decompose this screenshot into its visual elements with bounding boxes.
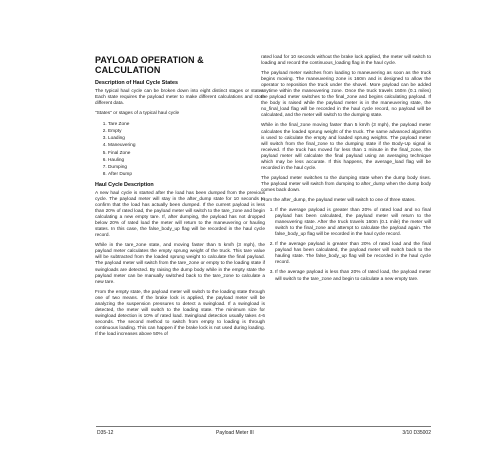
paragraph: "States" or stages of a typical haul cycle — [95, 111, 180, 117]
paragraph: The payload meter switches to the dumping state when the dump body rises. The payload meter will switch from dumping to after_dump when the dump body comes back down. — [261, 175, 431, 193]
right-column — [261, 55, 431, 287]
page-footer — [96, 426, 431, 437]
footer-manual-title: Payload Meter III — [216, 430, 254, 436]
list-item: 1. If the average payload is greater than 20% of rated load and no final payload has been calculated, the payload meter will return to the maneuvering state. After the truck travels 160m (0.1 mile) the meter will switch to the final_zone and attempt to calculate the payload again. The false_body_up flag will be recorded in the haul cycle record. — [275, 208, 431, 238]
list-item: 4. Maneuvering — [108, 142, 265, 149]
footer-revision: 3/10 D35002 — [402, 430, 431, 436]
states-list — [95, 121, 265, 178]
list-item: 2. Empty — [108, 128, 265, 135]
section-heading-haul-cycle-states: Description of Haul Cycle States — [95, 80, 178, 86]
list-item: 3. If the average payload is less than 20% of rated load, the payload meter will switch to the tare_zone and begin to calculate a new empty tare. — [275, 270, 431, 282]
paragraph: A new haul cycle is started after the load has been dumped from the previous cycle. The payload meter will stay in the after_dump state for 10 seconds to confirm that the load has actually been dumped. If the current payload is less than 20% of rated load, the payload meter will switch to the tare_zone and begin calculating a new empty tare. If, after dumping, the payload has not dropped below 20% of rated load the meter will return to the maneuvering or hauling states. In this case, the false_body_up flag will be recorded in the haul cycle record. — [95, 190, 265, 239]
list-item: 7. Dumping — [108, 164, 265, 171]
paragraph: From the empty state, the payload meter will switch to the loading state through one of two means. If the brake lock is applied, the payload meter will be analyzing the suspension pressures to detect a swingload. If a swingload is detected, the meter will switch to the loading state. The minimum size for swingload detection is 10% of rated load. Swingload detection usually takes 4-6 seconds. The second method to switch from empty to loading is through continuous loading. This can happen if the brake lock is not used during loading. If the load increases above 50% of — [95, 289, 265, 337]
paragraph: While in the tare_zone state, and moving faster than 5 km/h (3 mph), the payload meter calculates the empty sprung weight of the truck. This tare value will be subtracted from the loaded sprung weight to calculate the final payload. The payload meter will switch from the tare_zone or empty to the loading state if swingloads are detected. By raising the dump body while in the empty state the payload meter can be manually switched back to the tare_zone to calculate a new tare. — [95, 243, 265, 285]
list-item: 1. Tare Zone — [108, 121, 265, 128]
paragraph: From the after_dump, the payload meter will switch to one of three states. — [261, 197, 416, 203]
list-item: 8. After Dump — [108, 171, 265, 178]
paragraph: rated load for 10 seconds without the brake lock applied, the meter will switch to loading and record the continuous_loading flag in the haul cycle. — [261, 55, 431, 67]
footer-page-number: D35-12 — [97, 430, 114, 436]
after-dump-conditions-list — [261, 208, 431, 283]
paragraph: The payload meter switches from loading to maneuvering as soon as the truck begins moving. The maneuvering zone is 160m and is designed to allow the operator to reposition the truck under the shovel. More payload can be added anytime within the maneuvering zone. Once the truck travels 160m (0.1 miles) the payload meter switches to the final_zone and begins calculating payload. If the body is raised while the payload meter is in the maneuvering state, the no_final_load flag will be recorded in the haul cycle record, no payload will be calculated, and the meter will switch to the dumping state. — [261, 71, 431, 119]
list-item: 3. Loading — [108, 135, 265, 142]
page-title: PAYLOAD OPERATION & CALCULATION — [95, 55, 204, 75]
list-item: 5. Final Zone — [108, 150, 265, 157]
paragraph: While in the final_zone moving faster than 5 km/h (3 mph), the payload meter calculates the loaded sprung weight of the truck. The same advanced algorithm is used to calculate the empty and loaded sprung weights. The payload meter will switch from the final_zone to the dumping state if the Body-Up signal is received. If the truck has moved for less than 1 minute in the final_zone, the payload meter will calculate the final payload using an averaging technique which may be less accurate. If this happens, the average_load flag will be recorded in the haul cycle. — [261, 123, 431, 171]
list-item: 6. Hauling — [108, 157, 265, 164]
list-item: 2. If the average payload is greater than 20% of rated load and the final payload has been calculated, the payload meter will switch back to the hauling state. The false_body_up flag will be recorded in the haul cycle record. — [275, 242, 431, 266]
paragraph: The typical haul cycle can be broken down into eight distinct stages or states. Each state requires the payload meter to make different calculations and store different data. — [95, 89, 265, 107]
section-heading-haul-cycle-description: Haul Cycle Description — [95, 181, 154, 188]
left-column — [95, 55, 265, 342]
